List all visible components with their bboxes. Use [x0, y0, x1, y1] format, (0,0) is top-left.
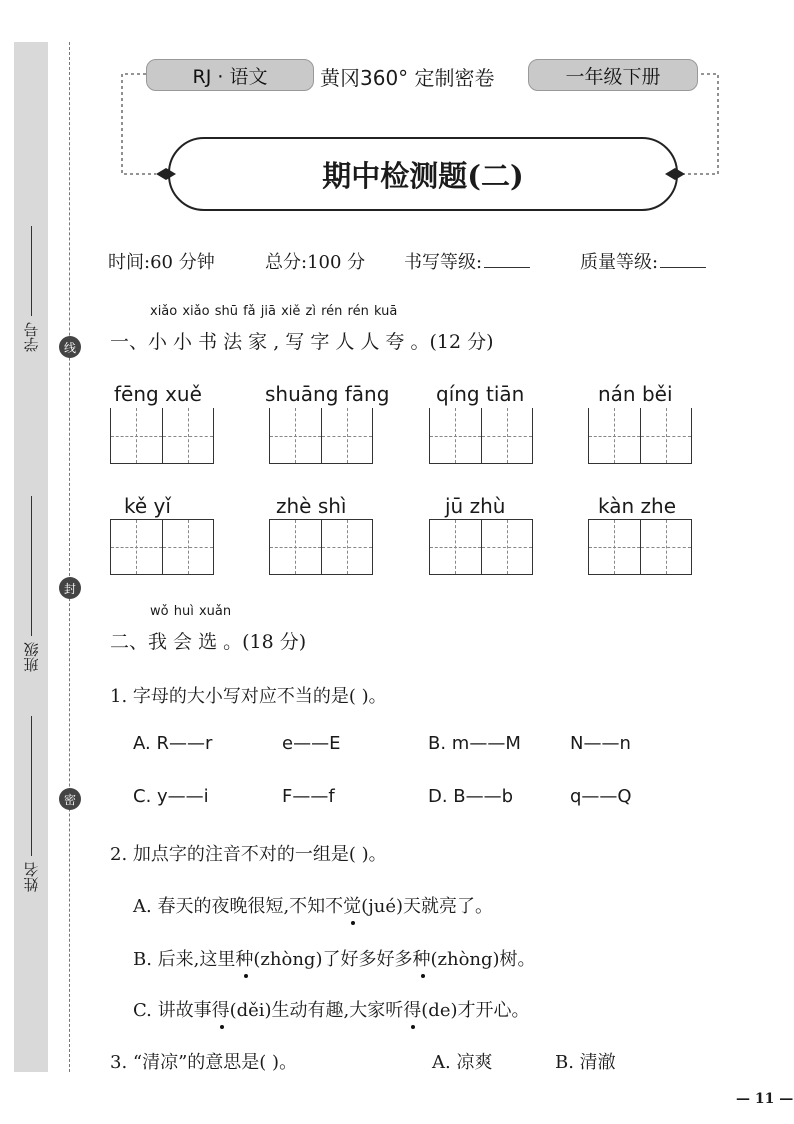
q3-option-a[interactable]: A. 凉爽	[432, 1052, 493, 1073]
quality-grade: 质量等级:	[580, 248, 708, 274]
series-title: 黄冈360° 定制密卷	[320, 66, 495, 90]
exam-total-score: 总分:100 分	[265, 252, 366, 273]
writing-grid[interactable]	[269, 408, 373, 464]
exam-title	[168, 137, 678, 211]
pinyin-nan-bei: nán běi	[598, 382, 673, 406]
pinyin-shuang-fang: shuāng fāng	[265, 382, 390, 406]
pinyin-zhe-shi: zhè shì	[276, 494, 347, 518]
q1-option-b-pair2: N——n	[570, 733, 631, 754]
section1-pinyin: xiǎo xiǎo shū fǎ jiā xiě zì rén rén kuā	[150, 304, 398, 319]
name-field: 姓名	[14, 692, 48, 892]
writing-grade-blank[interactable]	[484, 267, 530, 268]
q1-option-c[interactable]: C. y——i	[133, 786, 209, 807]
pinyin-qing-tian: qíng tiān	[436, 382, 525, 406]
writing-grid[interactable]	[588, 519, 692, 575]
seal-mark-line: 线	[59, 336, 81, 358]
section1-heading: 一、小 小 书 法 家 , 写 字 人 人 夸 。(12 分)	[110, 331, 494, 353]
writing-grid[interactable]	[588, 408, 692, 464]
question-1-stem: 1. 字母的大小写对应不当的是( )。	[110, 686, 387, 707]
binding-strip	[14, 42, 48, 1072]
writing-grid[interactable]	[110, 408, 214, 464]
pinyin-ju-zhu: jū zhù	[445, 494, 506, 518]
writing-grid[interactable]	[269, 519, 373, 575]
question-2-stem: 2. 加点字的注音不对的一组是( )。	[110, 844, 387, 865]
pinyin-ke-yi: kě yǐ	[124, 494, 171, 518]
class-field: 班级	[14, 472, 48, 672]
dotted-char: 种	[235, 945, 253, 971]
q2-option-b[interactable]: B. 后来,这里种(zhòng)了好多好多种(zhòng)树。	[133, 945, 536, 971]
student-id-field: 学号	[14, 222, 48, 352]
exam-title-text: 期中检测题(二)	[322, 158, 524, 193]
quality-grade-blank[interactable]	[660, 267, 706, 268]
subject-pill: RJ · 语文	[146, 59, 314, 91]
q2-option-a[interactable]: A. 春天的夜晚很短,不知不觉(jué)天就亮了。	[133, 892, 493, 918]
seal-mark-secret: 密	[59, 788, 81, 810]
dotted-char: 觉	[343, 892, 361, 918]
dotted-char: 得	[212, 996, 230, 1022]
writing-grid[interactable]	[429, 519, 533, 575]
q2-option-c[interactable]: C. 讲故事得(děi)生动有趣,大家听得(de)才开心。	[133, 996, 530, 1022]
exam-time: 时间:60 分钟	[108, 252, 215, 273]
writing-grid[interactable]	[110, 519, 214, 575]
dotted-char: 种	[412, 945, 430, 971]
grade-pill: 一年级下册	[528, 59, 698, 91]
q1-option-d[interactable]: D. B——b	[428, 786, 514, 807]
q1-option-d-pair2: q——Q	[570, 786, 632, 807]
writing-grid[interactable]	[429, 408, 533, 464]
q1-option-a-pair2: e——E	[282, 733, 341, 754]
question-3-stem: 3. “清凉”的意思是( )。	[110, 1052, 298, 1073]
section2-heading: 二、我 会 选 。(18 分)	[110, 631, 307, 653]
q3-option-b[interactable]: B. 清澈	[555, 1052, 616, 1073]
pinyin-feng-xue: fēng xuě	[114, 382, 202, 406]
section2-pinyin: wǒ huì xuǎn	[150, 604, 232, 619]
q1-option-a[interactable]: A. R——r	[133, 733, 213, 754]
writing-grade: 书写等级:	[404, 248, 532, 274]
page-number: — 11 —	[736, 1091, 794, 1107]
q1-option-c-pair2: F——f	[282, 786, 335, 807]
pinyin-kan-zhe: kàn zhe	[598, 494, 676, 518]
dotted-char: 得	[403, 996, 421, 1022]
cut-line	[69, 42, 70, 1072]
seal-mark-seal: 封	[59, 577, 81, 599]
q1-option-b[interactable]: B. m——M	[428, 733, 521, 754]
